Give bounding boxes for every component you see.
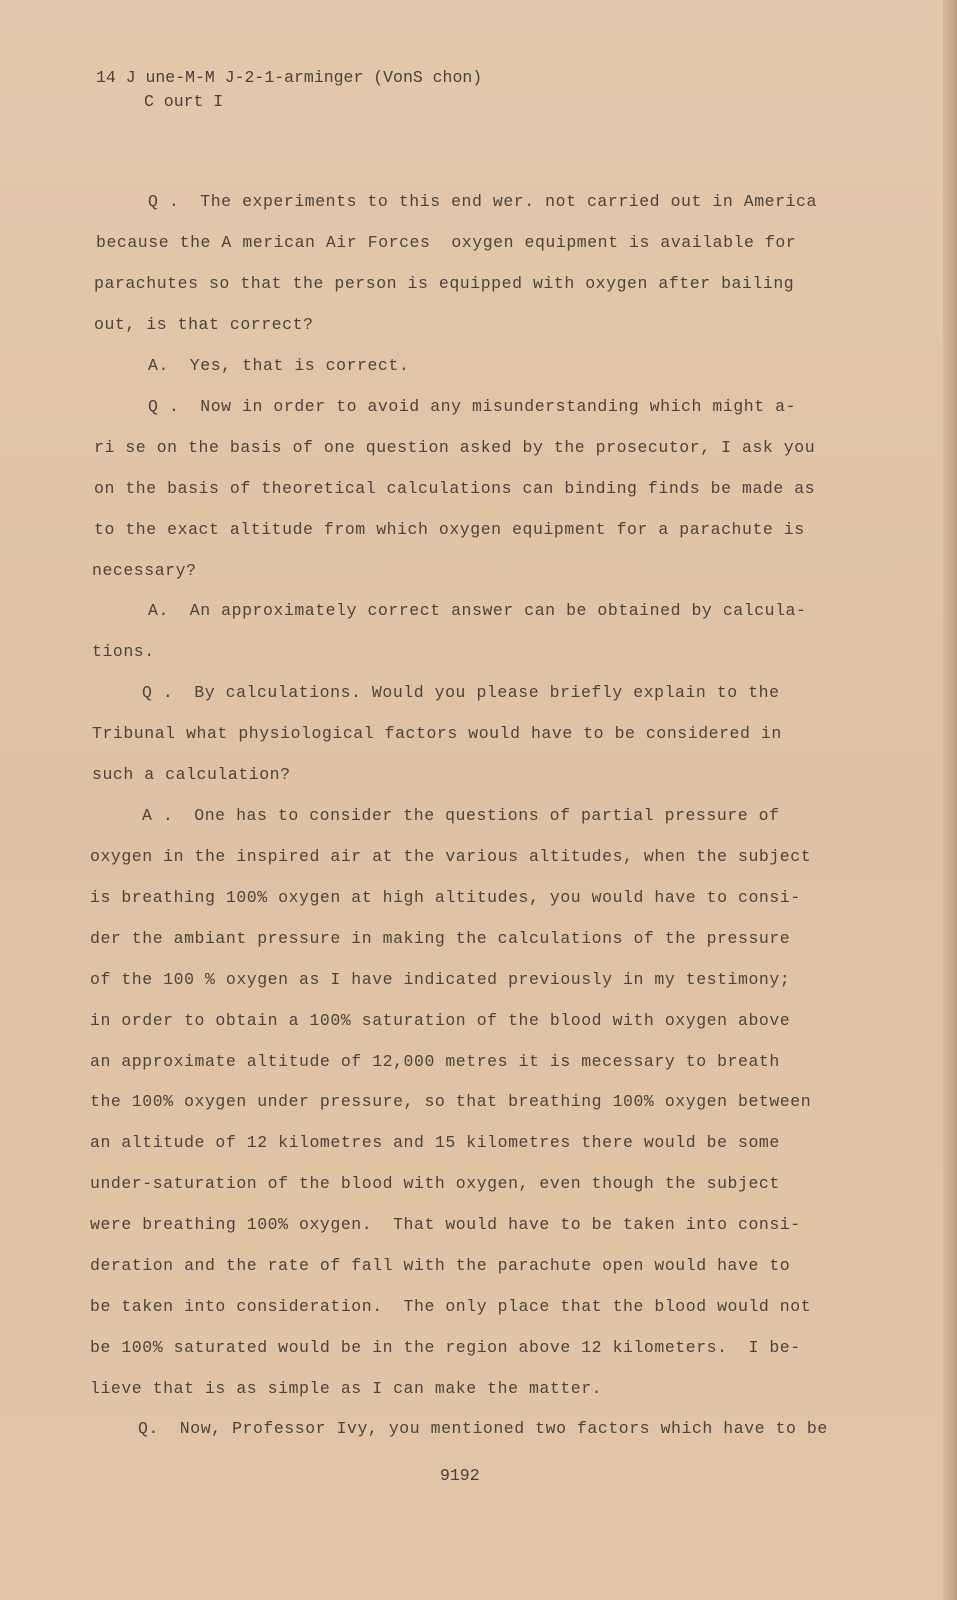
text-line: deration and the rate of fall with the parachute open would have to	[90, 1256, 791, 1275]
header-line-2: C ourt I	[144, 92, 224, 111]
text-line: parachutes so that the person is equipped with oxygen after bailing	[94, 274, 795, 293]
text-line: of the 100 % oxygen as I have indicated previously in my testimony;	[90, 970, 791, 989]
text-line: oxygen in the inspired air at the various altitudes, when the subject	[90, 847, 812, 866]
text-line: an altitude of 12 kilometres and 15 kilometres there would be some	[90, 1133, 780, 1152]
text-line: A . One has to consider the questions of partial pressure of	[142, 806, 780, 825]
text-line: Tribunal what physiological factors would have to be considered in	[92, 724, 782, 743]
text-line: is breathing 100% oxygen at high altitudes, you would have to consi-	[90, 888, 801, 907]
text-line: Q. Now, Professor Ivy, you mentioned two factors which have to be	[138, 1419, 828, 1438]
text-line: be 100% saturated would be in the region above 12 kilometers. I be-	[90, 1338, 801, 1357]
text-line: der the ambiant pressure in making the calculations of the pressure	[90, 929, 791, 948]
header-line-1: 14 J une-M-M J-2-1-arminger (VonS chon)	[96, 68, 483, 87]
text-line: the 100% oxygen under pressure, so that breathing 100% oxygen between	[90, 1092, 812, 1111]
text-line: Q . Now in order to avoid any misunderstanding which might a-	[148, 397, 796, 416]
text-line: to the exact altitude from which oxygen equipment for a parachute is	[94, 520, 805, 539]
text-line: be taken into consideration. The only place that the blood would not	[90, 1297, 812, 1316]
text-line: on the basis of theoretical calculations can binding finds be made as	[94, 479, 816, 498]
text-line: lieve that is as simple as I can make the matter.	[90, 1379, 603, 1398]
text-line: ri se on the basis of one question asked by the prosecutor, I ask you	[94, 438, 816, 457]
text-line: under-saturation of the blood with oxygen, even though the subject	[90, 1174, 780, 1193]
page-edge	[943, 0, 957, 1600]
text-line: A. An approximately correct answer can be obtained by calcula-	[148, 601, 807, 620]
text-line: tions.	[92, 642, 155, 661]
document-header	[96, 66, 482, 114]
text-line: A. Yes, that is correct.	[148, 356, 410, 375]
text-line: were breathing 100% oxygen. That would have to be taken into consi-	[90, 1215, 801, 1234]
text-line: because the A merican Air Forces oxygen equipment is available for	[96, 233, 797, 252]
text-line: in order to obtain a 100% saturation of the blood with oxygen above	[90, 1011, 791, 1030]
text-line: Q . By calculations. Would you please briefly explain to the	[142, 683, 780, 702]
text-line: Q . The experiments to this end wer. not carried out in America	[148, 192, 817, 211]
page-number: 9192	[440, 1466, 480, 1485]
text-line: out, is that correct?	[94, 315, 314, 334]
text-line: an approximate altitude of 12,000 metres it is mecessary to breath	[90, 1052, 780, 1071]
text-line: such a calculation?	[92, 765, 291, 784]
text-line: necessary?	[92, 561, 197, 580]
